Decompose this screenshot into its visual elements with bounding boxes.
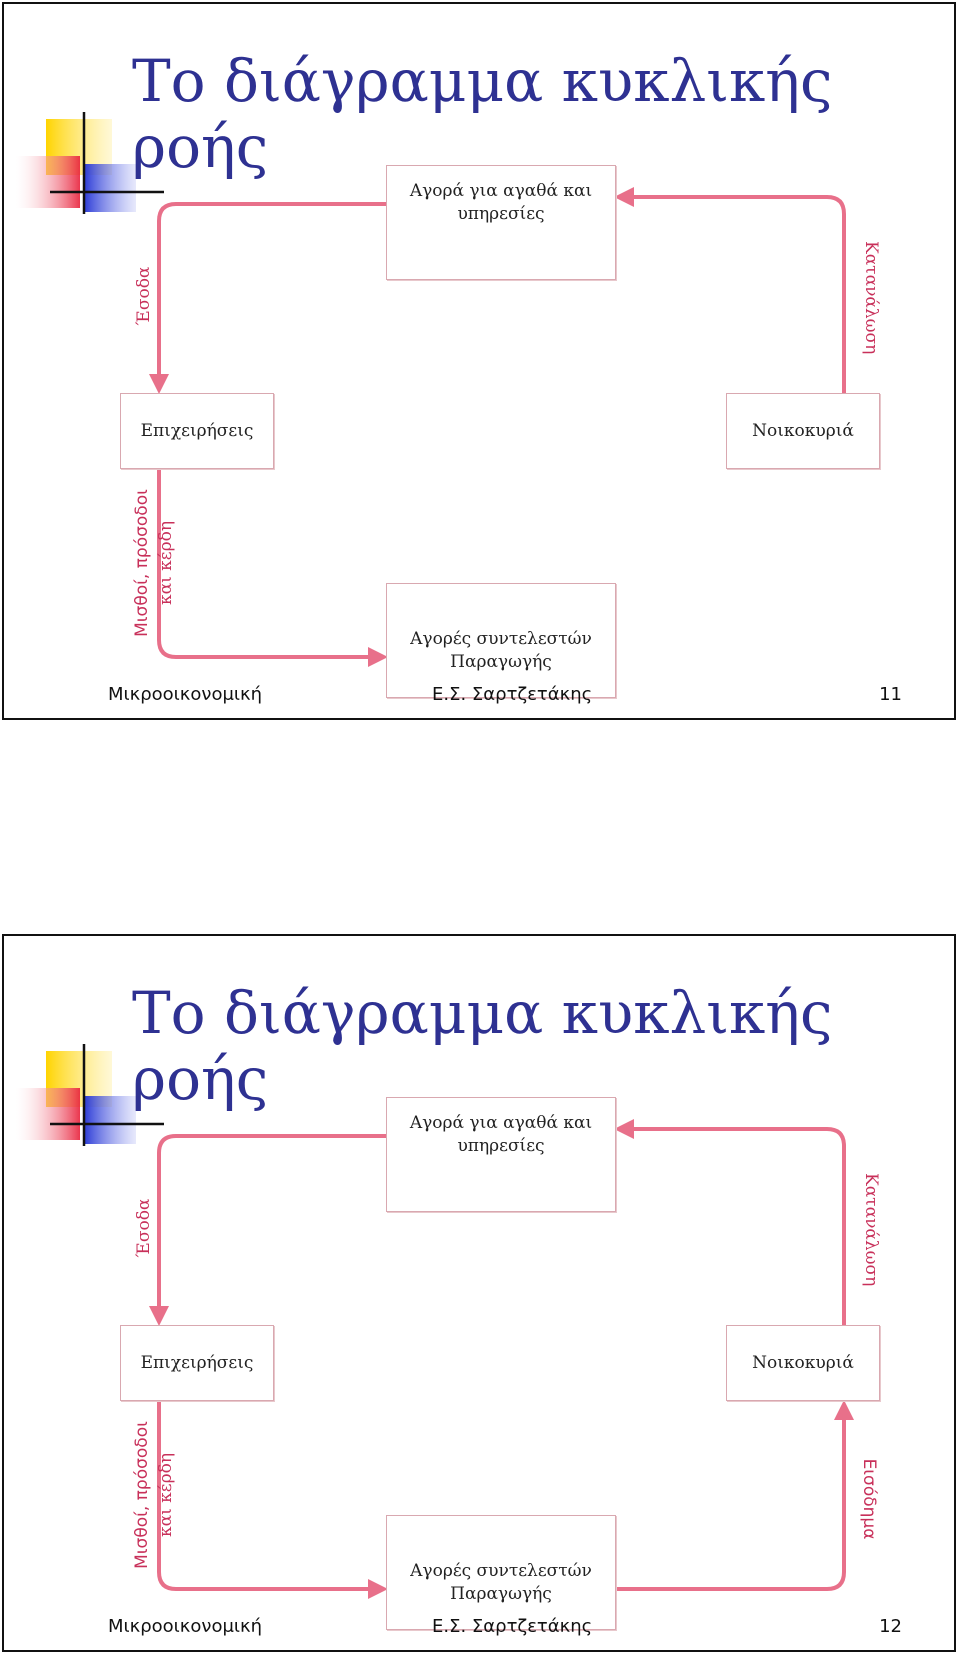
factor-market-line-2: Παραγωγής [450, 1583, 552, 1604]
title-line-2: ροής [132, 1045, 269, 1113]
households-box: Νοικοκυριά [726, 1325, 880, 1401]
title-line-2: ροής [132, 113, 269, 181]
title-line-1: Το διάγραμμα κυκλικής [132, 47, 833, 115]
consumption-label: Κατανάλωση [861, 241, 881, 355]
slide-12 [2, 934, 956, 1652]
title-line-1: Το διάγραμμα κυκλικής [132, 979, 833, 1047]
goods-market-line-1: Αγορά για αγαθά και [409, 180, 593, 201]
footer-course: Μικροοικονομική [108, 684, 263, 705]
factor-markets-box [386, 583, 616, 698]
consumption-label: Κατανάλωση [861, 1173, 881, 1287]
firms-box: Επιχειρήσεις [120, 1325, 274, 1401]
goods-services-market-box [386, 165, 616, 280]
wages-line-1: Μισθοί, πρόσοδοι [132, 489, 152, 637]
wages-line-2: και κέρδη [156, 520, 176, 606]
footer-author: Ε.Σ. Σαρτζετάκης [432, 684, 593, 705]
goods-market-line-1: Αγορά για αγαθά και [409, 1112, 593, 1133]
footer-author: Ε.Σ. Σαρτζετάκης [432, 1616, 593, 1637]
income-label: Έσοδα [134, 266, 154, 326]
arrow-consumption [618, 197, 844, 393]
arrow-wages [159, 1401, 384, 1589]
slide-11 [2, 2, 956, 720]
factor-markets-box [386, 1515, 616, 1630]
goods-services-market-box [386, 1097, 616, 1212]
wages-label [130, 1405, 178, 1585]
page-number: 11 [879, 684, 902, 705]
arrow-income [159, 204, 386, 390]
factor-market-line-2: Παραγωγής [450, 651, 552, 672]
arrow-income [159, 1136, 386, 1322]
page-number: 12 [879, 1616, 902, 1637]
income-label: Έσοδα [134, 1198, 154, 1258]
arrow-household-income [616, 1404, 844, 1589]
wages-label [130, 473, 178, 653]
goods-market-line-2: υπηρεσίες [457, 1135, 545, 1156]
arrow-wages [159, 469, 384, 657]
goods-market-line-2: υπηρεσίες [457, 203, 545, 224]
household-income-label: Εισόδημα [859, 1458, 879, 1540]
factor-market-line-1: Αγορές συντελεστών [410, 628, 592, 649]
wages-line-2: και κέρδη [156, 1452, 176, 1538]
households-box: Νοικοκυριά [726, 393, 880, 469]
footer-course: Μικροοικονομική [108, 1616, 263, 1637]
firms-box: Επιχειρήσεις [120, 393, 274, 469]
arrow-consumption [618, 1129, 844, 1325]
wages-line-1: Μισθοί, πρόσοδοι [132, 1421, 152, 1569]
factor-market-line-1: Αγορές συντελεστών [410, 1560, 592, 1581]
